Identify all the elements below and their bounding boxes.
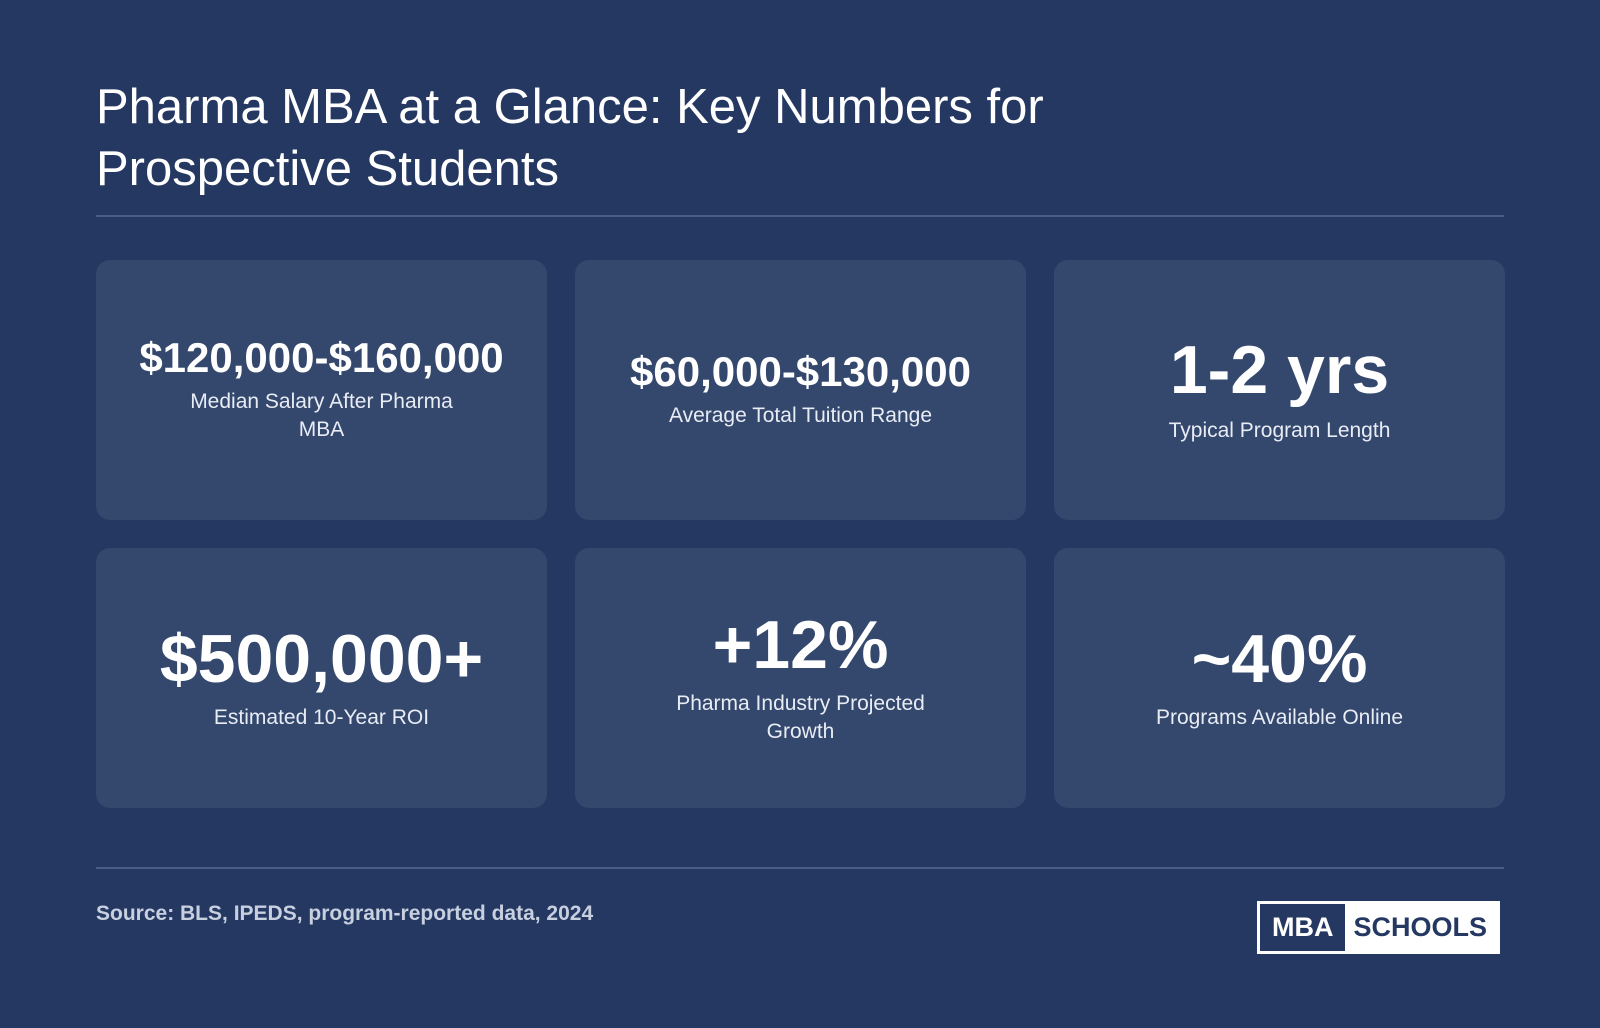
stat-label: Estimated 10-Year ROI <box>213 705 430 729</box>
page-title: Pharma MBA at a Glance: Key Numbers for Prospective Students <box>96 80 1044 196</box>
stat-card-roi <box>96 548 547 808</box>
stat-label: Average Total Tuition Range <box>668 404 933 428</box>
header-divider <box>96 215 1504 217</box>
stat-label: Pharma Industry Projected Growth <box>676 691 925 743</box>
logo-text-schools: SCHOOLS <box>1345 904 1497 951</box>
stat-label: Median Salary After Pharma MBA <box>190 390 453 442</box>
stat-card-online <box>1054 548 1505 808</box>
logo-text-mba: MBA <box>1260 904 1346 951</box>
stat-label: Typical Program Length <box>1168 418 1391 442</box>
footer-divider <box>96 867 1504 869</box>
stat-card-growth <box>575 548 1026 808</box>
stat-card-salary <box>96 260 547 520</box>
stat-label: Programs Available Online <box>1155 705 1404 729</box>
stat-value: $500,000+ <box>159 621 484 698</box>
stat-value: 1-2 yrs <box>1169 332 1390 409</box>
stat-value: $60,000-$130,000 <box>630 347 971 395</box>
source-note: Source: BLS, IPEDS, program-reported data, 2024 <box>96 902 594 925</box>
stat-value: $120,000-$160,000 <box>139 333 504 381</box>
mba-schools-logo <box>1257 901 1500 954</box>
stat-card-tuition <box>575 260 1026 520</box>
stat-value: ~40% <box>1191 621 1368 698</box>
stat-value: +12% <box>712 607 889 684</box>
content-area <box>96 0 1504 1028</box>
stat-card-program-length <box>1054 260 1505 520</box>
stats-grid <box>96 260 1504 808</box>
